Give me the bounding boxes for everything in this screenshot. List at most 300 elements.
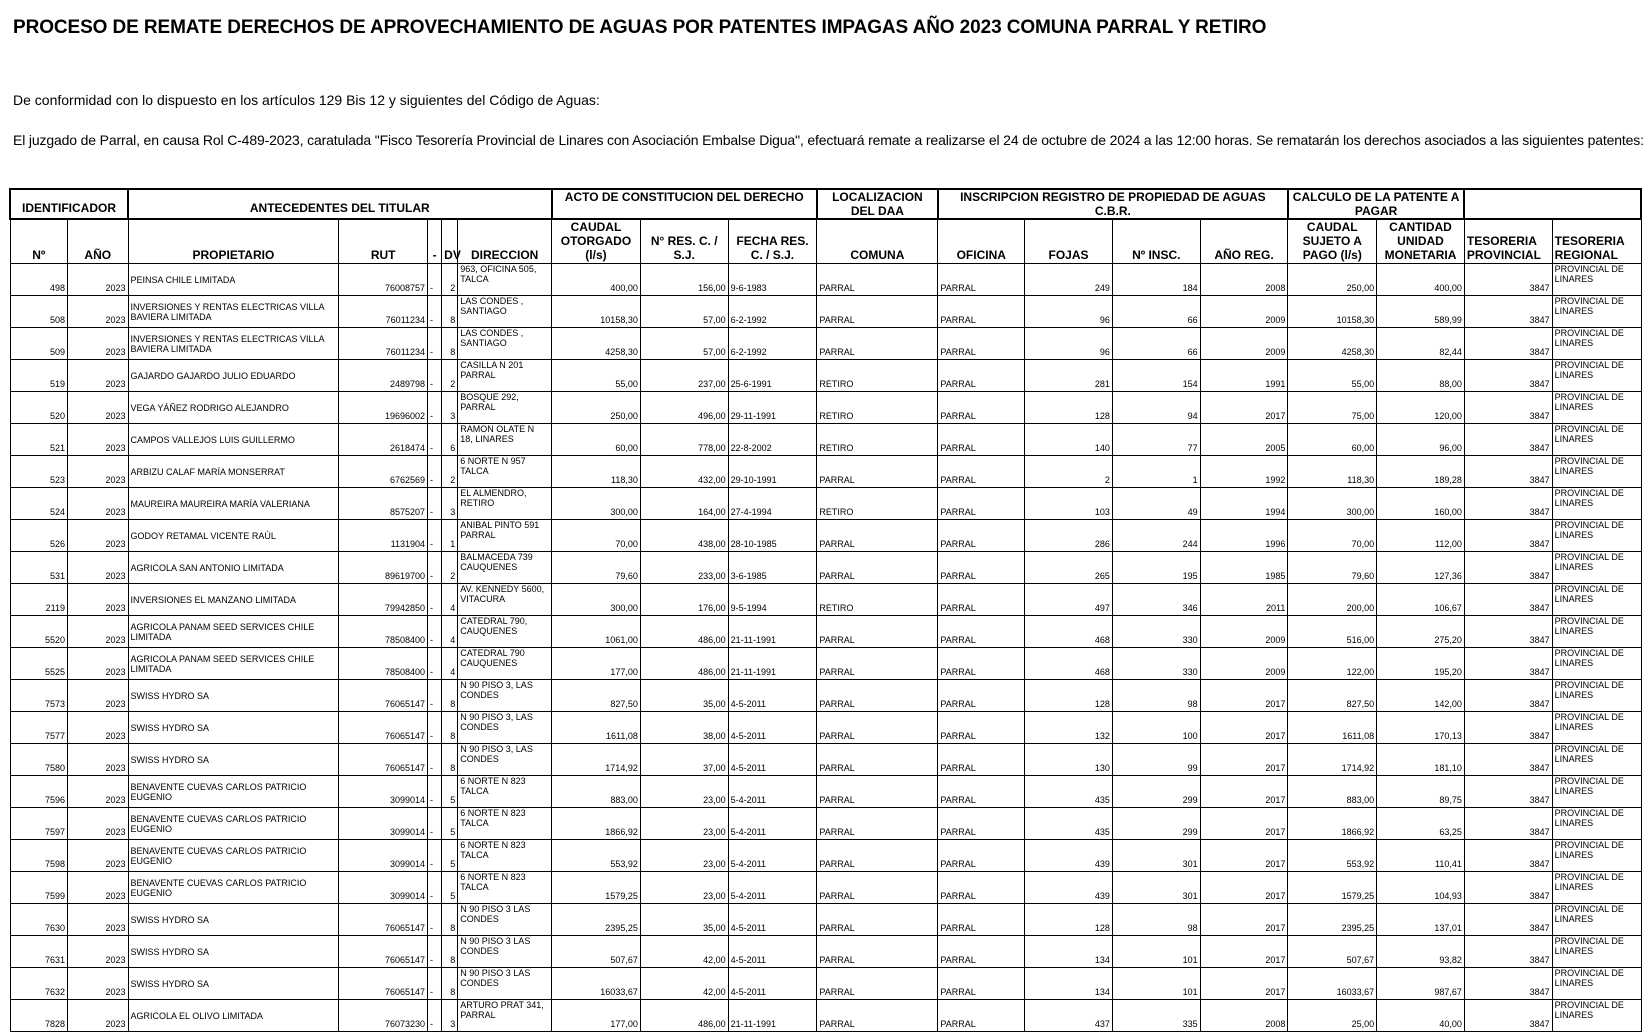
cell-nres: 486,00: [640, 616, 728, 648]
cell-comuna: PARRAL: [817, 456, 938, 488]
cell-dash: -: [428, 936, 442, 968]
cell-direccion: 6 NORTE N 823 TALCA: [458, 776, 552, 808]
cell-cantidad: 987,67: [1377, 968, 1465, 1000]
cell-comuna: RETIRO: [817, 424, 938, 456]
cell-fojas: 286: [1025, 520, 1113, 552]
table-body: [10, 264, 1641, 1032]
cell-cantidad: 40,00: [1377, 1000, 1465, 1032]
cell-anioreg: 2017: [1200, 392, 1288, 424]
cell-propietario: AGRICOLA PANAM SEED SERVICES CHILE LIMITADA: [128, 616, 339, 648]
cell-oficina: PARRAL: [938, 456, 1025, 488]
cell-comuna: PARRAL: [817, 616, 938, 648]
cell-anioreg: 2017: [1200, 840, 1288, 872]
cell-tesreg: PROVINCIAL DE LINARES: [1552, 584, 1641, 616]
cell-caudalpago: 25,00: [1288, 1000, 1377, 1032]
cell-fecha: 4-5-2011: [728, 936, 817, 968]
cell-direccion: CATEDRAL 790, CAUQUENES: [458, 616, 552, 648]
cell-caudal: 250,00: [552, 392, 641, 424]
cell-tesprov: 3847: [1464, 808, 1552, 840]
table-row: [10, 776, 1641, 808]
cell-fojas: 249: [1025, 264, 1113, 296]
table-row: [10, 712, 1641, 744]
cell-anioreg: 2017: [1200, 904, 1288, 936]
cell-caudal: 400,00: [552, 264, 641, 296]
cell-nres: 57,00: [640, 296, 728, 328]
cell-no: 7580: [10, 744, 67, 776]
cell-tesprov: 3847: [1464, 648, 1552, 680]
cell-anio: 2023: [67, 328, 128, 360]
cell-dash: -: [428, 872, 442, 904]
col-fojas: FOJAS: [1025, 219, 1113, 264]
cell-rut: 8575207: [339, 488, 428, 520]
cell-ninsc: 98: [1112, 680, 1200, 712]
court-notice-paragraph: El juzgado de Parral, en causa Rol C-489-2023, caratulada "Fisco Tesorería Provincial de Linares con Asociación Embalse Digua", efectuará remate a realizarse el 24 de octubre de 2024 a las 12:00 horas. Se rematarán los derechos asociados a las siguientes patentes:: [13, 132, 1644, 148]
cell-propietario: AGRICOLA PANAM SEED SERVICES CHILE LIMITADA: [128, 648, 339, 680]
cell-no: 7631: [10, 936, 67, 968]
cell-dv: 5: [442, 840, 458, 872]
cell-ninsc: 301: [1112, 872, 1200, 904]
cell-no: 521: [10, 424, 67, 456]
cell-dv: 8: [442, 712, 458, 744]
table-row: [10, 520, 1641, 552]
cell-no: 520: [10, 392, 67, 424]
cell-ninsc: 335: [1112, 1000, 1200, 1032]
cell-propietario: BENAVENTE CUEVAS CARLOS PATRICIO EUGENIO: [128, 872, 339, 904]
cell-oficina: PARRAL: [938, 616, 1025, 648]
cell-comuna: PARRAL: [817, 904, 938, 936]
cell-dash: -: [428, 360, 442, 392]
cell-anioreg: 2005: [1200, 424, 1288, 456]
cell-anio: 2023: [67, 936, 128, 968]
cell-caudal: 10158,30: [552, 296, 641, 328]
cell-tesreg: PROVINCIAL DE LINARES: [1552, 520, 1641, 552]
cell-caudal: 883,00: [552, 776, 641, 808]
page-title: PROCESO DE REMATE DERECHOS DE APROVECHAMIENTO DE AGUAS POR PATENTES IMPAGAS AÑO 2023 COMUNA PARRAL Y RETIRO: [13, 17, 1267, 38]
cell-fecha: 9-6-1983: [728, 264, 817, 296]
cell-cantidad: 63,25: [1377, 808, 1465, 840]
cell-nres: 23,00: [640, 840, 728, 872]
cell-anio: 2023: [67, 360, 128, 392]
cell-tesreg: PROVINCIAL DE LINARES: [1552, 776, 1641, 808]
cell-dv: 4: [442, 584, 458, 616]
cell-anio: 2023: [67, 488, 128, 520]
cell-cantidad: 127,36: [1377, 552, 1465, 584]
cell-propietario: SWISS HYDRO SA: [128, 936, 339, 968]
cell-tesprov: 3847: [1464, 616, 1552, 648]
group-acto: ACTO DE CONSTITUCION DEL DERECHO: [552, 189, 817, 219]
cell-fojas: 130: [1025, 744, 1113, 776]
cell-dv: 8: [442, 680, 458, 712]
cell-tesprov: 3847: [1464, 424, 1552, 456]
cell-nres: 38,00: [640, 712, 728, 744]
cell-dv: 2: [442, 552, 458, 584]
cell-caudal: 507,67: [552, 936, 641, 968]
cell-cantidad: 89,75: [1377, 776, 1465, 808]
cell-oficina: PARRAL: [938, 968, 1025, 1000]
cell-anio: 2023: [67, 616, 128, 648]
cell-direccion: LAS CONDES , SANTIAGO: [458, 296, 552, 328]
cell-ninsc: 299: [1112, 776, 1200, 808]
table-row: [10, 552, 1641, 584]
cell-cantidad: 137,01: [1377, 904, 1465, 936]
cell-oficina: PARRAL: [938, 520, 1025, 552]
cell-fojas: 435: [1025, 808, 1113, 840]
cell-no: 7632: [10, 968, 67, 1000]
cell-tesreg: PROVINCIAL DE LINARES: [1552, 552, 1641, 584]
table-row: [10, 648, 1641, 680]
cell-tesreg: PROVINCIAL DE LINARES: [1552, 648, 1641, 680]
cell-comuna: PARRAL: [817, 296, 938, 328]
cell-dv: 2: [442, 360, 458, 392]
cell-tesreg: PROVINCIAL DE LINARES: [1552, 424, 1641, 456]
cell-oficina: PARRAL: [938, 584, 1025, 616]
cell-dash: -: [428, 616, 442, 648]
cell-caudal: 1061,00: [552, 616, 641, 648]
cell-cantidad: 181,10: [1377, 744, 1465, 776]
table-row: [10, 808, 1641, 840]
cell-ninsc: 330: [1112, 616, 1200, 648]
col-cantidad: CANTIDAD UNIDAD MONETARIA: [1377, 219, 1465, 264]
cell-oficina: PARRAL: [938, 744, 1025, 776]
cell-comuna: RETIRO: [817, 392, 938, 424]
cell-rut: 3099014: [339, 872, 428, 904]
cell-comuna: PARRAL: [817, 744, 938, 776]
cell-propietario: SWISS HYDRO SA: [128, 968, 339, 1000]
col-dv: DV: [442, 219, 458, 264]
cell-dv: 2: [442, 264, 458, 296]
cell-no: 7596: [10, 776, 67, 808]
cell-nres: 486,00: [640, 648, 728, 680]
cell-ninsc: 98: [1112, 904, 1200, 936]
cell-propietario: MAUREIRA MAUREIRA MARÍA VALERIANA: [128, 488, 339, 520]
cell-direccion: ARTURO PRAT 341, PARRAL: [458, 1000, 552, 1032]
cell-dash: -: [428, 744, 442, 776]
table-group-header-row: [10, 189, 1641, 219]
cell-anioreg: 1996: [1200, 520, 1288, 552]
cell-ninsc: 66: [1112, 328, 1200, 360]
cell-propietario: INVERSIONES EL MANZANO LIMITADA: [128, 584, 339, 616]
cell-dash: -: [428, 584, 442, 616]
cell-comuna: PARRAL: [817, 872, 938, 904]
cell-dash: -: [428, 776, 442, 808]
cell-comuna: PARRAL: [817, 520, 938, 552]
cell-fecha: 25-6-1991: [728, 360, 817, 392]
col-ninsc: Nº INSC.: [1112, 219, 1200, 264]
cell-caudalpago: 10158,30: [1288, 296, 1377, 328]
cell-anio: 2023: [67, 296, 128, 328]
table-row: [10, 296, 1641, 328]
cell-anio: 2023: [67, 648, 128, 680]
cell-dv: 4: [442, 648, 458, 680]
cell-anioreg: 2017: [1200, 808, 1288, 840]
cell-tesreg: PROVINCIAL DE LINARES: [1552, 456, 1641, 488]
cell-direccion: 6 NORTE N 823 TALCA: [458, 872, 552, 904]
cell-fecha: 4-5-2011: [728, 712, 817, 744]
cell-dv: 8: [442, 904, 458, 936]
cell-no: 519: [10, 360, 67, 392]
cell-caudal: 1866,92: [552, 808, 641, 840]
cell-direccion: CATEDRAL 790 CAUQUENES: [458, 648, 552, 680]
cell-dash: -: [428, 808, 442, 840]
cell-caudalpago: 75,00: [1288, 392, 1377, 424]
cell-no: 5525: [10, 648, 67, 680]
cell-comuna: RETIRO: [817, 360, 938, 392]
cell-oficina: PARRAL: [938, 552, 1025, 584]
cell-fecha: 28-10-1985: [728, 520, 817, 552]
cell-dv: 4: [442, 616, 458, 648]
cell-anio: 2023: [67, 424, 128, 456]
cell-anioreg: 2009: [1200, 296, 1288, 328]
col-direccion: DIRECCION: [458, 219, 552, 264]
cell-tesreg: PROVINCIAL DE LINARES: [1552, 328, 1641, 360]
cell-dash: -: [428, 328, 442, 360]
cell-anioreg: 2009: [1200, 648, 1288, 680]
cell-dv: 5: [442, 808, 458, 840]
cell-anio: 2023: [67, 520, 128, 552]
col-dash: -: [428, 219, 442, 264]
cell-cantidad: 110,41: [1377, 840, 1465, 872]
cell-oficina: PARRAL: [938, 680, 1025, 712]
cell-nres: 57,00: [640, 328, 728, 360]
cell-oficina: PARRAL: [938, 808, 1025, 840]
cell-fojas: 497: [1025, 584, 1113, 616]
cell-direccion: BALMACEDA 739 CAUQUENES: [458, 552, 552, 584]
cell-rut: 1131904: [339, 520, 428, 552]
cell-fecha: 6-2-1992: [728, 328, 817, 360]
cell-cantidad: 82,44: [1377, 328, 1465, 360]
cell-rut: 76065147: [339, 744, 428, 776]
cell-caudal: 1579,25: [552, 872, 641, 904]
cell-rut: 89619700: [339, 552, 428, 584]
cell-caudal: 55,00: [552, 360, 641, 392]
cell-nres: 156,00: [640, 264, 728, 296]
cell-no: 7599: [10, 872, 67, 904]
cell-cantidad: 106,67: [1377, 584, 1465, 616]
cell-oficina: PARRAL: [938, 872, 1025, 904]
cell-dash: -: [428, 968, 442, 1000]
cell-comuna: PARRAL: [817, 328, 938, 360]
cell-propietario: VEGA YÁÑEZ RODRIGO ALEJANDRO: [128, 392, 339, 424]
cell-fecha: 5-4-2011: [728, 776, 817, 808]
col-anio: AÑO: [67, 219, 128, 264]
cell-fojas: 435: [1025, 776, 1113, 808]
cell-nres: 23,00: [640, 808, 728, 840]
cell-direccion: 6 NORTE N 823 TALCA: [458, 808, 552, 840]
cell-ninsc: 94: [1112, 392, 1200, 424]
col-tesreg: TESORERIA REGIONAL: [1552, 219, 1641, 264]
cell-rut: 76065147: [339, 904, 428, 936]
cell-ninsc: 99: [1112, 744, 1200, 776]
cell-rut: 2489798: [339, 360, 428, 392]
cell-tesprov: 3847: [1464, 328, 1552, 360]
cell-direccion: ANIBAL PINTO 591 PARRAL: [458, 520, 552, 552]
cell-dash: -: [428, 392, 442, 424]
cell-rut: 3099014: [339, 808, 428, 840]
cell-fojas: 2: [1025, 456, 1113, 488]
cell-anioreg: 1991: [1200, 360, 1288, 392]
cell-anioreg: 2008: [1200, 1000, 1288, 1032]
cell-comuna: PARRAL: [817, 648, 938, 680]
cell-fecha: 21-11-1991: [728, 648, 817, 680]
col-tesprov: TESORERIA PROVINCIAL: [1464, 219, 1552, 264]
cell-propietario: BENAVENTE CUEVAS CARLOS PATRICIO EUGENIO: [128, 776, 339, 808]
table-column-header-row: [10, 219, 1641, 264]
table-row: [10, 360, 1641, 392]
cell-propietario: PEINSA CHILE LIMITADA: [128, 264, 339, 296]
cell-nres: 438,00: [640, 520, 728, 552]
cell-dv: 8: [442, 328, 458, 360]
cell-anioreg: 2008: [1200, 264, 1288, 296]
cell-ninsc: 301: [1112, 840, 1200, 872]
cell-dv: 6: [442, 424, 458, 456]
cell-fecha: 4-5-2011: [728, 680, 817, 712]
cell-tesprov: 3847: [1464, 936, 1552, 968]
cell-propietario: INVERSIONES Y RENTAS ELECTRICAS VILLA BAVIERA LIMITADA: [128, 328, 339, 360]
cell-no: 509: [10, 328, 67, 360]
table-row: [10, 904, 1641, 936]
cell-caudalpago: 1611,08: [1288, 712, 1377, 744]
cell-fecha: 29-11-1991: [728, 392, 817, 424]
col-caudalpago: CAUDAL SUJETO A PAGO (l/s): [1288, 219, 1377, 264]
cell-propietario: CAMPOS VALLEJOS LUIS GUILLERMO: [128, 424, 339, 456]
cell-fecha: 6-2-1992: [728, 296, 817, 328]
cell-no: 524: [10, 488, 67, 520]
table-row: [10, 968, 1641, 1000]
cell-caudal: 1714,92: [552, 744, 641, 776]
cell-comuna: PARRAL: [817, 968, 938, 1000]
cell-anio: 2023: [67, 264, 128, 296]
cell-rut: 76065147: [339, 680, 428, 712]
cell-tesprov: 3847: [1464, 456, 1552, 488]
cell-tesreg: PROVINCIAL DE LINARES: [1552, 840, 1641, 872]
cell-cantidad: 88,00: [1377, 360, 1465, 392]
cell-tesreg: PROVINCIAL DE LINARES: [1552, 392, 1641, 424]
cell-cantidad: 142,00: [1377, 680, 1465, 712]
cell-fecha: 22-8-2002: [728, 424, 817, 456]
cell-anio: 2023: [67, 712, 128, 744]
cell-fecha: 3-6-1985: [728, 552, 817, 584]
cell-oficina: PARRAL: [938, 776, 1025, 808]
cell-no: 508: [10, 296, 67, 328]
cell-rut: 6762569: [339, 456, 428, 488]
cell-caudalpago: 16033,67: [1288, 968, 1377, 1000]
cell-tesreg: PROVINCIAL DE LINARES: [1552, 904, 1641, 936]
cell-anioreg: 2017: [1200, 936, 1288, 968]
cell-direccion: N 90 PISO 3, LAS CONDES: [458, 712, 552, 744]
cell-anio: 2023: [67, 552, 128, 584]
cell-comuna: RETIRO: [817, 488, 938, 520]
cell-propietario: BENAVENTE CUEVAS CARLOS PATRICIO EUGENIO: [128, 840, 339, 872]
cell-caudalpago: 250,00: [1288, 264, 1377, 296]
cell-tesprov: 3847: [1464, 712, 1552, 744]
cell-dv: 3: [442, 488, 458, 520]
cell-anio: 2023: [67, 872, 128, 904]
cell-dv: 2: [442, 456, 458, 488]
cell-nres: 164,00: [640, 488, 728, 520]
col-caudal: CAUDAL OTORGADO (l/s): [552, 219, 641, 264]
cell-caudal: 70,00: [552, 520, 641, 552]
cell-oficina: PARRAL: [938, 424, 1025, 456]
cell-caudalpago: 118,30: [1288, 456, 1377, 488]
group-inscripcion: INSCRIPCION REGISTRO DE PROPIEDAD DE AGUAS C.B.R.: [938, 189, 1288, 219]
cell-rut: 79942850: [339, 584, 428, 616]
col-anioreg: AÑO REG.: [1200, 219, 1288, 264]
group-tesoreria-blank: [1464, 189, 1641, 219]
group-titular: ANTECEDENTES DEL TITULAR: [128, 189, 552, 219]
cell-fojas: 265: [1025, 552, 1113, 584]
table-row: [10, 1000, 1641, 1032]
cell-nres: 496,00: [640, 392, 728, 424]
cell-ninsc: 101: [1112, 968, 1200, 1000]
cell-direccion: 6 NORTE N 823 TALCA: [458, 840, 552, 872]
table-row: [10, 328, 1641, 360]
cell-nres: 176,00: [640, 584, 728, 616]
cell-ninsc: 154: [1112, 360, 1200, 392]
cell-rut: 78508400: [339, 616, 428, 648]
cell-tesreg: PROVINCIAL DE LINARES: [1552, 296, 1641, 328]
cell-fojas: 96: [1025, 296, 1113, 328]
cell-dash: -: [428, 904, 442, 936]
cell-direccion: N 90 PISO 3, LAS CONDES: [458, 744, 552, 776]
cell-cantidad: 112,00: [1377, 520, 1465, 552]
cell-ninsc: 77: [1112, 424, 1200, 456]
cell-nres: 35,00: [640, 680, 728, 712]
cell-caudalpago: 70,00: [1288, 520, 1377, 552]
cell-caudal: 4258,30: [552, 328, 641, 360]
cell-comuna: PARRAL: [817, 776, 938, 808]
cell-dash: -: [428, 488, 442, 520]
cell-anio: 2023: [67, 584, 128, 616]
cell-oficina: PARRAL: [938, 1000, 1025, 1032]
cell-nres: 42,00: [640, 968, 728, 1000]
cell-nres: 233,00: [640, 552, 728, 584]
cell-direccion: 963, OFICINA 505, TALCA: [458, 264, 552, 296]
cell-cantidad: 189,28: [1377, 456, 1465, 488]
cell-oficina: PARRAL: [938, 840, 1025, 872]
group-identificador: IDENTIFICADOR: [10, 189, 128, 219]
cell-direccion: N 90 PISO 3 LAS CONDES: [458, 968, 552, 1000]
cell-no: 7597: [10, 808, 67, 840]
cell-anioreg: 1994: [1200, 488, 1288, 520]
cell-dash: -: [428, 840, 442, 872]
table-row: [10, 488, 1641, 520]
cell-caudalpago: 883,00: [1288, 776, 1377, 808]
cell-anioreg: 2011: [1200, 584, 1288, 616]
cell-oficina: PARRAL: [938, 296, 1025, 328]
group-localizacion: LOCALIZACION DEL DAA: [817, 189, 938, 219]
cell-anioreg: 2009: [1200, 616, 1288, 648]
cell-caudalpago: 4258,30: [1288, 328, 1377, 360]
cell-dv: 8: [442, 968, 458, 1000]
cell-dv: 1: [442, 520, 458, 552]
cell-no: 2119: [10, 584, 67, 616]
cell-anioreg: 2017: [1200, 744, 1288, 776]
cell-tesprov: 3847: [1464, 776, 1552, 808]
cell-rut: 76011234: [339, 328, 428, 360]
cell-caudal: 118,30: [552, 456, 641, 488]
cell-caudalpago: 1579,25: [1288, 872, 1377, 904]
cell-comuna: PARRAL: [817, 808, 938, 840]
cell-no: 7828: [10, 1000, 67, 1032]
cell-dv: 3: [442, 392, 458, 424]
cell-propietario: AGRICOLA EL OLIVO LIMITADA: [128, 1000, 339, 1032]
cell-rut: 76008757: [339, 264, 428, 296]
cell-fojas: 96: [1025, 328, 1113, 360]
cell-tesreg: PROVINCIAL DE LINARES: [1552, 744, 1641, 776]
cell-anioreg: 2017: [1200, 680, 1288, 712]
cell-direccion: AV. KENNEDY 5600, VITACURA: [458, 584, 552, 616]
cell-tesprov: 3847: [1464, 488, 1552, 520]
